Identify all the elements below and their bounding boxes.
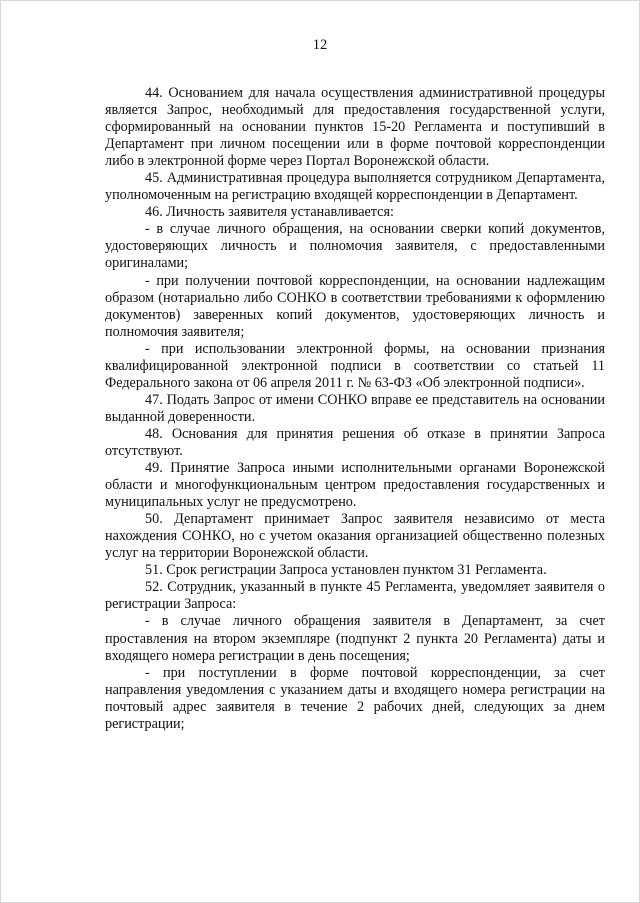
paragraph-46-item-personal: - в случае личного обращения, на основании сверки копий документов, удостоверяющих личность и полномочия заявителя, с предоставленными оригиналами; bbox=[105, 221, 605, 272]
paragraph-46-item-electronic: - при использовании электронной формы, на основании признания квалифицированной электронной подписи в соответствии со статьей 11 Федерального закона от 06 апреля 2011 г. № 63-ФЗ «Об электронной подписи». bbox=[105, 340, 605, 391]
paragraph-51: 51. Срок регистрации Запроса установлен пунктом 31 Регламента. bbox=[145, 562, 547, 579]
paragraph-52: 52. Сотрудник, указанный в пункте 45 Регламента, уведомляет заявителя о регистрации Запроса: bbox=[105, 579, 605, 613]
page-number: 12 bbox=[312, 37, 328, 53]
paragraph-46-item-postal: - при получении почтовой корреспонденции, на основании надлежащим образом (нотариально либо СОНКО в соответствии требованиями к оформлению документов) заверенных копий документов, удостоверяющих личность и полномочия заявителя; bbox=[105, 272, 605, 340]
paragraph-47: 47. Подать Запрос от имени СОНКО вправе ее представитель на основании выданной доверенности. bbox=[105, 391, 605, 425]
paragraph-52-item-personal: - в случае личного обращения заявителя в Департамент, за счет проставления на втором экземпляре (подпункт 2 пункта 20 Регламента) даты и входящего номера регистрации в день посещения; bbox=[105, 613, 605, 664]
paragraph-46: 46. Личность заявителя устанавливается: bbox=[145, 204, 394, 221]
paragraph-52-item-postal: - при поступлении в форме почтовой корреспонденции, за счет направления уведомления с указанием даты и входящего номера регистрации на почтовый адрес заявителя в течение 2 рабочих дней, следующих за днем регистрации; bbox=[105, 664, 605, 732]
document-body bbox=[105, 85, 605, 733]
paragraph-45: 45. Административная процедура выполняется сотрудником Департамента, уполномоченным на регистрацию входящей корреспонденции в Департамент. bbox=[105, 170, 605, 204]
paragraph-50: 50. Департамент принимает Запрос заявителя независимо от места нахождения СОНКО, но с учетом оказания организацией общественно полезных услуг на территории Воронежской области. bbox=[105, 511, 605, 562]
paragraph-48: 48. Основания для принятия решения об отказе в принятии Запроса отсутствуют. bbox=[105, 425, 605, 459]
paragraph-44: 44. Основанием для начала осуществления административной процедуры является Запрос, необходимый для предоставления государственной услуги, сформированный на основании пунктов 15-20 Регламента и поступивший в Департамент при личном посещении или в форме почтовой корреспонденции либо в электронной форме через Портал Воронежской области. bbox=[105, 85, 605, 170]
paragraph-49: 49. Принятие Запроса иными исполнительными органами Воронежской области и многофункциональным центром предоставления государственных и муниципальных услуг не предусмотрено. bbox=[105, 460, 605, 511]
